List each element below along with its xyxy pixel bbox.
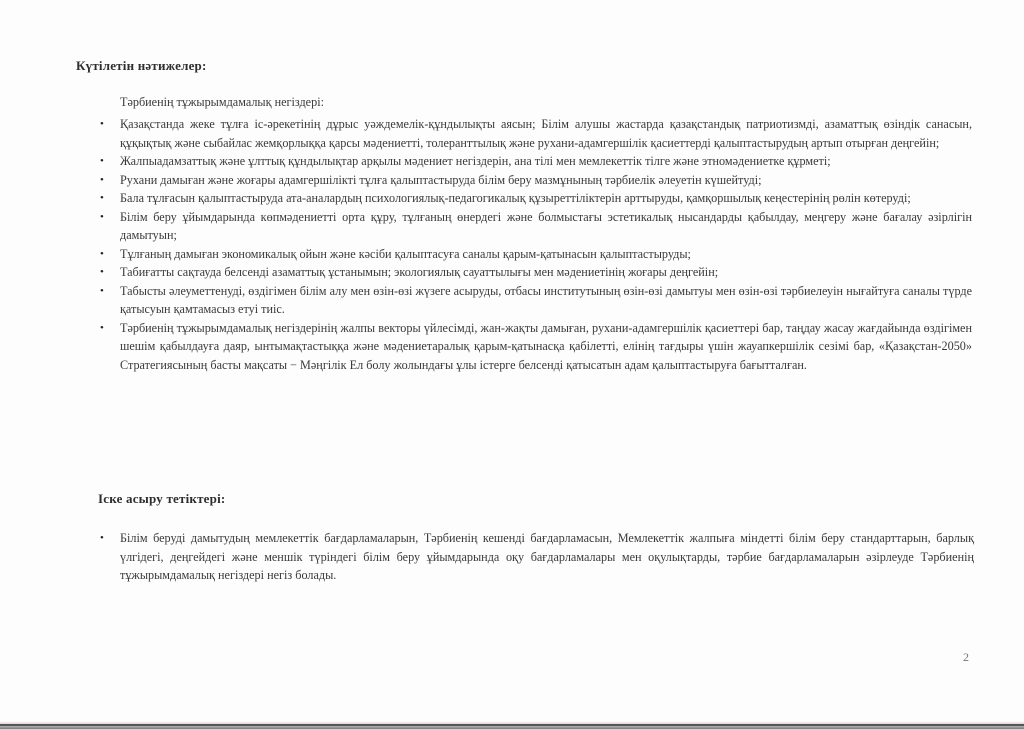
list-item-text: Тәрбиенің тұжырымдамалық негіздерінің жалпы векторы үйлесімді, жан-жақты дамыған, рухани-адамгершілік қасиеттері бар, таңдау жасау жағдайында өздігімен шешім қабылдауға даяр, ынтымақтастыққа және мәдениетаралық қарым-қатынасқа қабілетті, елінің тағдыры үшін жауапкершілік сезімі бар, «Қазақстан-2050» Стратегиясының басты мақсаты − Мәңгілік Ел болу жолындағы ұлы істерге белсенді қатысатын адам қалыптастыруға бағытталған. — [120, 320, 972, 372]
page-number: 2 — [963, 650, 969, 664]
bullet-icon: • — [100, 210, 104, 223]
list-item — [98, 171, 972, 190]
list-item-text: Жалпыадамзаттық және ұлттық құндылықтар арқылы мәдениет негіздерін, ана тілі мен мемлекеттік тілге және этномәдениетке құрметі; — [120, 154, 831, 168]
expected-results-list — [98, 115, 972, 374]
bullet-icon: • — [100, 284, 104, 297]
implementation-mechanisms-heading: Іске асыру тетіктері: — [98, 491, 226, 506]
bullet-icon: • — [100, 192, 104, 204]
list-item-text: Табиғатты сақтауда белсенді азаматтық ұстанымын; экологиялық сауаттылығы мен мәдениетінің жоғары деңгейін; — [120, 265, 719, 279]
bullet-icon: • — [100, 266, 104, 278]
list-item — [98, 319, 972, 375]
list-item — [98, 282, 972, 319]
scan-bottom-line — [0, 724, 1024, 726]
implementation-mechanisms-list — [98, 529, 974, 585]
bullet-icon: • — [100, 321, 104, 334]
list-item-text: Білім беру ұйымдарында көпмәдениетті орта құру, тұлғаның өнердегі және болмыстағы эстетикалық нысандарды қабылдау, меңгеру және бағалау әзірлігін дамытуын; — [120, 209, 972, 242]
bullet-icon: • — [100, 532, 104, 544]
list-item — [98, 189, 972, 208]
list-item-text: Рухани дамыған және жоғары адамгершілікті тұлға қалыптастыруда білім беру мазмұнының тәрбиелік әлеуетін күшейтуді; — [120, 172, 762, 187]
list-item — [98, 529, 974, 585]
bullet-icon: • — [100, 247, 104, 260]
intro-line: Тәрбиенің тұжырымдамалық негіздері: — [120, 95, 324, 109]
list-item-text: Білім беруді дамытудың мемлекеттік бағдарламаларын, Тәрбиенің кешенді бағдарламасын, Мемлекеттік жалпыға міндетті білім беру стандарттарын, барлық үлгідегі, деңгейдегі және меншік түріндегі білім беру ұйымдарында оқу бағдарламалары мен оқулықтарды, тәрбие бағдарламаларын әзірлеуде Тәрбиенің тұжырымдамалық негіздері негіз болады. — [120, 531, 974, 582]
list-item — [98, 152, 972, 171]
bullet-icon: • — [100, 155, 104, 167]
expected-results-heading: Күтілетін нәтижелер: — [76, 58, 207, 73]
list-item-text: Табысты әлеуметтенуді, өздігімен білім алу мен өзін-өзі жүзеге асыруды, отбасы институтының өзін-өзі дамытуы мен өзін-өзі тәрбиелеуін нығайтуға саналы түрде қатысуын қамтамасыз етуі тиіс. — [120, 283, 972, 316]
bullet-icon: • — [100, 118, 104, 130]
list-item-text: Қазақстанда жеке тұлға іс-әрекетінің дұрыс уәждемелік-құндылықты аясын; Білім алушы жастарда қазақстандық патриотизмді, азаматтық өзіндік санасын, құқықтық және сыбайлас жемқорлыққа қарсы мәдениетті, толеранттылық және рухани-адамгершілік қасиеттерді қалыптастырудың артып отырған деңгейін; — [120, 117, 972, 150]
list-item — [98, 208, 972, 245]
list-item — [98, 115, 972, 152]
list-item-text: Тұлғаның дамыған экономикалық ойын және кәсіби қалыптасуға саналы қарым-қатынасын қалыптастыруды; — [120, 246, 691, 261]
list-item — [98, 245, 972, 264]
bullet-icon: • — [100, 173, 104, 186]
list-item — [98, 263, 972, 282]
list-item-text: Бала тұлғасын қалыптастыруда ата-аналардың психологиялық-педагогикалық құзыреттіліктерін арттыруды, қамқоршылық кеңестерінің рөлін көтеруді; — [120, 191, 911, 205]
